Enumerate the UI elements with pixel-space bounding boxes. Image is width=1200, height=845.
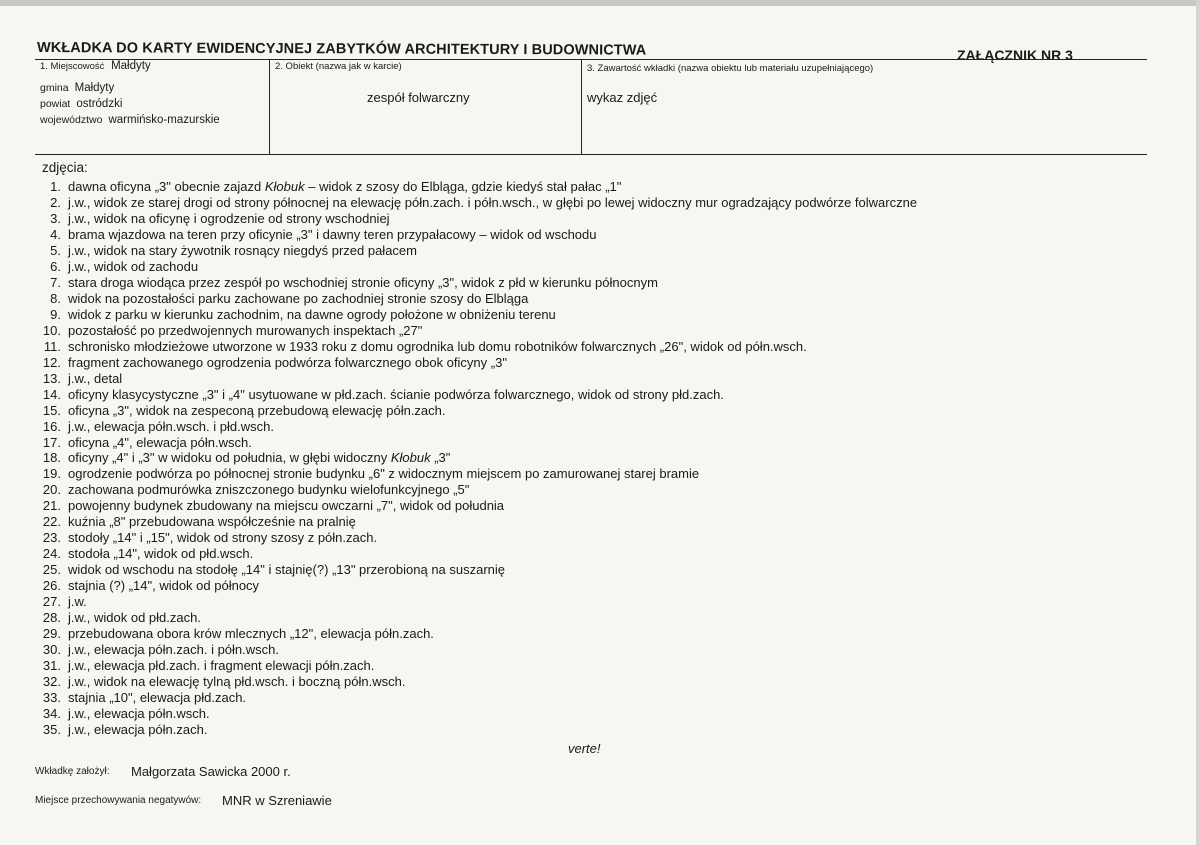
header-bottom-rule xyxy=(35,154,1147,155)
powiat-label: powiat xyxy=(40,98,71,110)
photo-list-item xyxy=(34,546,917,562)
photo-description: j.w., widok od płd.zach. xyxy=(68,610,201,626)
negatives-storage-value: MNR w Szreniawie xyxy=(222,793,332,808)
photo-description: oficyna „3", widok na zespeconą przebudową elewację półn.zach. xyxy=(68,402,446,418)
photo-number: 3. xyxy=(50,210,61,226)
photo-number: 35. xyxy=(42,721,61,737)
photo-list xyxy=(34,179,917,738)
photo-description: stodoły „14" i „15", widok od strony szosy z półn.zach. xyxy=(68,530,378,546)
photo-list-item xyxy=(34,227,917,243)
photo-list-item xyxy=(34,514,917,530)
photo-list-item xyxy=(34,259,917,275)
photo-description: j.w., widok na oficynę i ogrodzenie od strony wschodniej xyxy=(68,210,390,226)
annex-label: ZAŁĄCZNIK NR 3 xyxy=(957,47,1073,63)
cell-divider-1 xyxy=(269,59,270,154)
photo-description: oficyny „4" i „3" w widoku od południa, w głębi widoczny xyxy=(68,450,391,466)
photo-list-item xyxy=(34,626,917,642)
photo-number: 9. xyxy=(50,306,61,322)
photo-number: 29. xyxy=(42,626,61,642)
photo-list-item xyxy=(34,690,917,706)
photo-list-item xyxy=(34,355,917,371)
powiat-line xyxy=(40,98,122,110)
verte-note: verte! xyxy=(568,741,601,756)
photo-list-item xyxy=(34,291,917,307)
photo-number: 24. xyxy=(42,546,61,562)
gmina-value: Małdyty xyxy=(74,82,115,94)
photo-list-item xyxy=(34,450,917,466)
photo-number: 16. xyxy=(42,418,61,434)
photo-description: oficyny klasycystyczne „3" i „4" usytuowane w płd.zach. ścianie podwórza folwarcznego, widok od strony płd.zach. xyxy=(68,386,724,402)
locality-value: Małdyty xyxy=(111,60,151,72)
photo-description: ogrodzenie podwórza po północnej stronie budynku „6" z widocznym miejscem po zamurowanej starej bramie xyxy=(68,466,700,482)
photo-list-item xyxy=(34,371,917,387)
gmina-label: gmina xyxy=(40,82,69,94)
content-label: 3. Zawartość wkładki (nazwa obiektu lub materiału uzupełniającego) xyxy=(587,63,874,74)
object-label: 2. Obiekt (nazwa jak w karcie) xyxy=(275,61,402,72)
photo-number: 27. xyxy=(42,594,61,610)
photo-number: 2. xyxy=(50,194,61,210)
photo-description: pozostałość po przedwojennych murowanych inspektach „27" xyxy=(68,322,423,338)
photo-description: j.w., widok na elewację tylną płd.wsch. i boczną półn.wsch. xyxy=(68,674,406,690)
photo-list-item xyxy=(34,530,917,546)
photo-description: stodoła „14", widok od płd.wsch. xyxy=(68,546,254,562)
photo-number: 23. xyxy=(42,530,61,546)
photos-heading: zdjęcia: xyxy=(42,160,88,175)
header-top-rule xyxy=(35,59,1147,60)
photo-italic-name: Kłobuk xyxy=(390,450,431,466)
photo-list-item xyxy=(34,466,917,482)
photo-description-rest: – widok z szosy do Elbląga, gdzie kiedyś stał pałac „1" xyxy=(304,179,622,194)
voivodeship-label: województwo xyxy=(40,114,103,126)
photo-description: brama wjazdowa na teren przy oficynie „3" i dawny teren przypałacowy – widok od wschodu xyxy=(68,226,597,242)
photo-number: 20. xyxy=(42,482,61,498)
photo-number: 15. xyxy=(42,402,61,418)
photo-list-item xyxy=(34,339,917,355)
photo-list-item xyxy=(34,498,917,514)
photo-list-item xyxy=(34,706,917,722)
photo-description: zachowana podmurówka zniszczonego budynku wielofunkcyjnego „5" xyxy=(68,482,470,498)
photo-list-item xyxy=(34,578,917,594)
photo-description: kuźnia „8" przebudowana współcześnie na pralnię xyxy=(68,514,356,530)
photo-number: 32. xyxy=(42,674,61,690)
compiled-by-label: Wkładkę założył: xyxy=(35,766,110,777)
photo-number: 30. xyxy=(42,642,61,658)
photo-number: 12. xyxy=(42,354,61,370)
locality-label: 1. Miejscowość xyxy=(40,61,105,72)
cell-divider-2 xyxy=(581,59,582,154)
photo-list-item xyxy=(34,642,917,658)
photo-list-item xyxy=(34,403,917,419)
photo-description: widok z parku w kierunku zachodnim, na dawne ogrody położone w obniżeniu terenu xyxy=(68,306,556,322)
voivodeship-value: warmińsko-mazurskie xyxy=(108,114,220,126)
photo-list-item xyxy=(34,323,917,339)
photo-list-item xyxy=(34,419,917,435)
photo-description: przebudowana obora krów mlecznych „12", elewacja półn.zach. xyxy=(68,626,434,642)
photo-list-item xyxy=(34,387,917,403)
photo-number: 4. xyxy=(50,226,61,242)
document-title: WKŁADKA DO KARTY EWIDENCYJNEJ ZABYTKÓW ARCHITEKTURY I BUDOWNICTWA xyxy=(36,40,647,59)
photo-description: widok na pozostałości parku zachowane po zachodniej stronie szosy do Elbląga xyxy=(68,290,529,306)
photo-description: oficyna „4", elewacja półn.wsch. xyxy=(68,434,252,450)
photo-description: stara droga wiodąca przez zespół po wschodniej stronie oficyny „3", widok z płd w kierunku północnym xyxy=(68,274,658,290)
locality-cell xyxy=(40,60,151,72)
photo-italic-name: Kłobuk xyxy=(264,179,305,194)
photo-number: 22. xyxy=(42,514,61,530)
photo-description: j.w., elewacja półn.zach. i półn.wsch. xyxy=(68,642,279,658)
photo-description: j.w., widok ze starej drogi od strony północnej na elewację półn.zach. i półn.wsch., w głębi po lewej widoczny mur ogradzający podwórze folwarczne xyxy=(68,194,918,210)
photo-description: stajnia „10", elewacja płd.zach. xyxy=(68,690,247,705)
photo-number: 25. xyxy=(42,562,61,578)
photo-list-item xyxy=(34,307,917,323)
photo-number: 17. xyxy=(42,434,61,450)
photo-list-item xyxy=(34,275,917,291)
photo-number: 6. xyxy=(50,258,61,274)
photo-description: j.w., elewacja płd.zach. i fragment elewacji półn.zach. xyxy=(68,658,375,674)
photo-description: j.w., elewacja półn.wsch. xyxy=(68,705,210,721)
photo-number: 26. xyxy=(42,578,61,594)
content-value: wykaz zdjęć xyxy=(587,90,658,105)
photo-number: 5. xyxy=(50,242,61,258)
photo-number: 13. xyxy=(42,370,61,386)
photo-description: powojenny budynek zbudowany na miejscu owczarni „7", widok od południa xyxy=(68,498,505,514)
voivodeship-line xyxy=(40,114,220,126)
photo-number: 10. xyxy=(42,322,61,338)
photo-description: j.w. xyxy=(68,594,87,610)
scan-edge-top xyxy=(0,0,1200,6)
photo-list-item xyxy=(34,610,917,626)
photo-list-item xyxy=(34,195,917,211)
photo-list-item xyxy=(34,179,917,195)
photo-number: 8. xyxy=(50,290,61,306)
photo-number: 19. xyxy=(42,466,61,482)
photo-number: 7. xyxy=(50,274,61,290)
photo-description: schronisko młodzieżowe utworzone w 1933 roku z domu ogrodnika lub domu robotników folwarcznych „26", widok od półn.wsch. xyxy=(68,338,807,354)
photo-description: j.w., detal xyxy=(68,370,123,386)
photo-list-item xyxy=(34,562,917,578)
photo-list-item xyxy=(34,211,917,227)
compiled-by-value: Małgorzata Sawicka 2000 r. xyxy=(131,764,291,779)
scan-edge-right xyxy=(1196,0,1200,845)
photo-list-item xyxy=(34,674,917,690)
photo-description-rest: „3" xyxy=(430,450,451,466)
photo-list-item xyxy=(34,482,917,498)
photo-description: j.w., widok na stary żywotnik rosnący niegdyś przed pałacem xyxy=(68,242,417,258)
photo-number: 14. xyxy=(42,386,61,402)
photo-number: 11. xyxy=(43,338,61,354)
photo-number: 34. xyxy=(42,705,61,721)
photo-list-item xyxy=(34,435,917,451)
gmina-line xyxy=(40,82,114,94)
photo-list-item xyxy=(34,594,917,610)
photo-description: j.w., elewacja półn.zach. xyxy=(68,721,208,737)
photo-list-item xyxy=(34,243,917,259)
powiat-value: ostródzki xyxy=(76,98,123,110)
photo-description: fragment zachowanego ogrodzenia podwórza folwarcznego obok oficyny „3" xyxy=(68,354,507,370)
photo-list-item xyxy=(34,722,917,738)
photo-list-item xyxy=(34,658,917,674)
negatives-storage-label: Miejsce przechowywania negatywów: xyxy=(35,795,202,806)
photo-description: widok od wschodu na stodołę „14" i stajnię(?) „13" przerobioną na suszarnię xyxy=(68,562,506,578)
photo-number: 33. xyxy=(42,690,61,705)
object-value: zespół folwarczny xyxy=(367,90,470,105)
photo-number: 21. xyxy=(42,498,61,514)
photo-number: 1. xyxy=(50,179,61,194)
photo-description: stajnia (?) „14", widok od północy xyxy=(68,578,260,594)
photo-description: j.w., widok od zachodu xyxy=(68,258,199,274)
photo-number: 31. xyxy=(42,658,61,674)
photo-description: dawna oficyna „3" obecnie zajazd xyxy=(68,179,265,194)
photo-number: 28. xyxy=(42,610,61,626)
photo-description: j.w., elewacja półn.wsch. i płd.wsch. xyxy=(68,418,274,434)
photo-number: 18. xyxy=(42,450,61,466)
